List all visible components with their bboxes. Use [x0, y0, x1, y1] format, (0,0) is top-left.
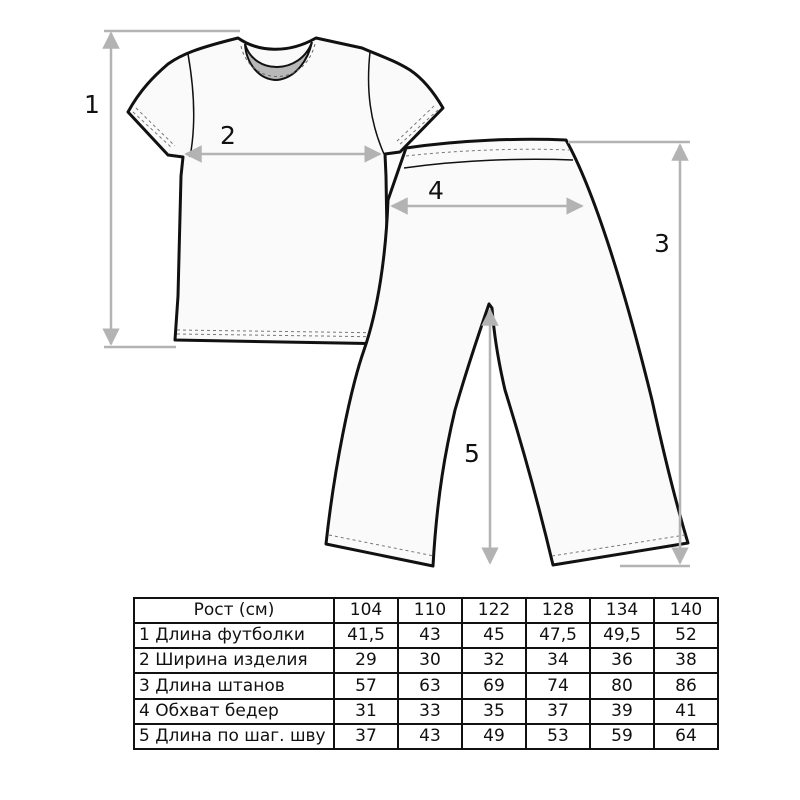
- table-cell: 37: [526, 699, 590, 724]
- measure-label-5: 5: [464, 439, 480, 468]
- table-row: [134, 724, 718, 749]
- table-cell: 29: [334, 648, 398, 673]
- table-cell: 39: [590, 699, 654, 724]
- table-cell: 49,5: [590, 623, 654, 648]
- table-cell: 49: [462, 724, 526, 749]
- table-cell: 69: [462, 673, 526, 698]
- row-label: 1 Длина футболки: [134, 623, 334, 648]
- size-header: 128: [526, 598, 590, 623]
- table-cell: 41,5: [334, 623, 398, 648]
- table-cell: 63: [398, 673, 462, 698]
- table-cell: 37: [334, 724, 398, 749]
- table-cell: 53: [526, 724, 590, 749]
- table-cell: 64: [654, 724, 718, 749]
- measure-label-3: 3: [654, 229, 670, 258]
- table-header-row: [134, 598, 718, 623]
- table-row: [134, 673, 718, 698]
- table-cell: 41: [654, 699, 718, 724]
- table-cell: 32: [462, 648, 526, 673]
- table-cell: 45: [462, 623, 526, 648]
- row-label: 4 Обхват бедер: [134, 699, 334, 724]
- table-cell: 57: [334, 673, 398, 698]
- size-header: 122: [462, 598, 526, 623]
- table-cell: 86: [654, 673, 718, 698]
- table-cell: 47,5: [526, 623, 590, 648]
- table-cell: 38: [654, 648, 718, 673]
- table-cell: 36: [590, 648, 654, 673]
- measure-label-4: 4: [428, 176, 444, 205]
- table-cell: 31: [334, 699, 398, 724]
- table-cell: 34: [526, 648, 590, 673]
- table-cell: 43: [398, 623, 462, 648]
- size-header: 110: [398, 598, 462, 623]
- size-header: 104: [334, 598, 398, 623]
- row-label: 3 Длина штанов: [134, 673, 334, 698]
- table-row: [134, 699, 718, 724]
- table-row: [134, 623, 718, 648]
- table-cell: 74: [526, 673, 590, 698]
- size-header: 140: [654, 598, 718, 623]
- table-cell: 80: [590, 673, 654, 698]
- table-cell: 59: [590, 724, 654, 749]
- header-label-height: Рост (см): [134, 598, 334, 623]
- row-label: 2 Ширина изделия: [134, 648, 334, 673]
- row-label: 5 Длина по шаг. шву: [134, 724, 334, 749]
- table-cell: 33: [398, 699, 462, 724]
- size-table: [133, 597, 719, 750]
- table-cell: 52: [654, 623, 718, 648]
- size-header: 134: [590, 598, 654, 623]
- table-cell: 35: [462, 699, 526, 724]
- table-row: [134, 648, 718, 673]
- measure-label-1: 1: [84, 90, 100, 119]
- table-cell: 43: [398, 724, 462, 749]
- table-cell: 30: [398, 648, 462, 673]
- measure-label-2: 2: [220, 121, 236, 150]
